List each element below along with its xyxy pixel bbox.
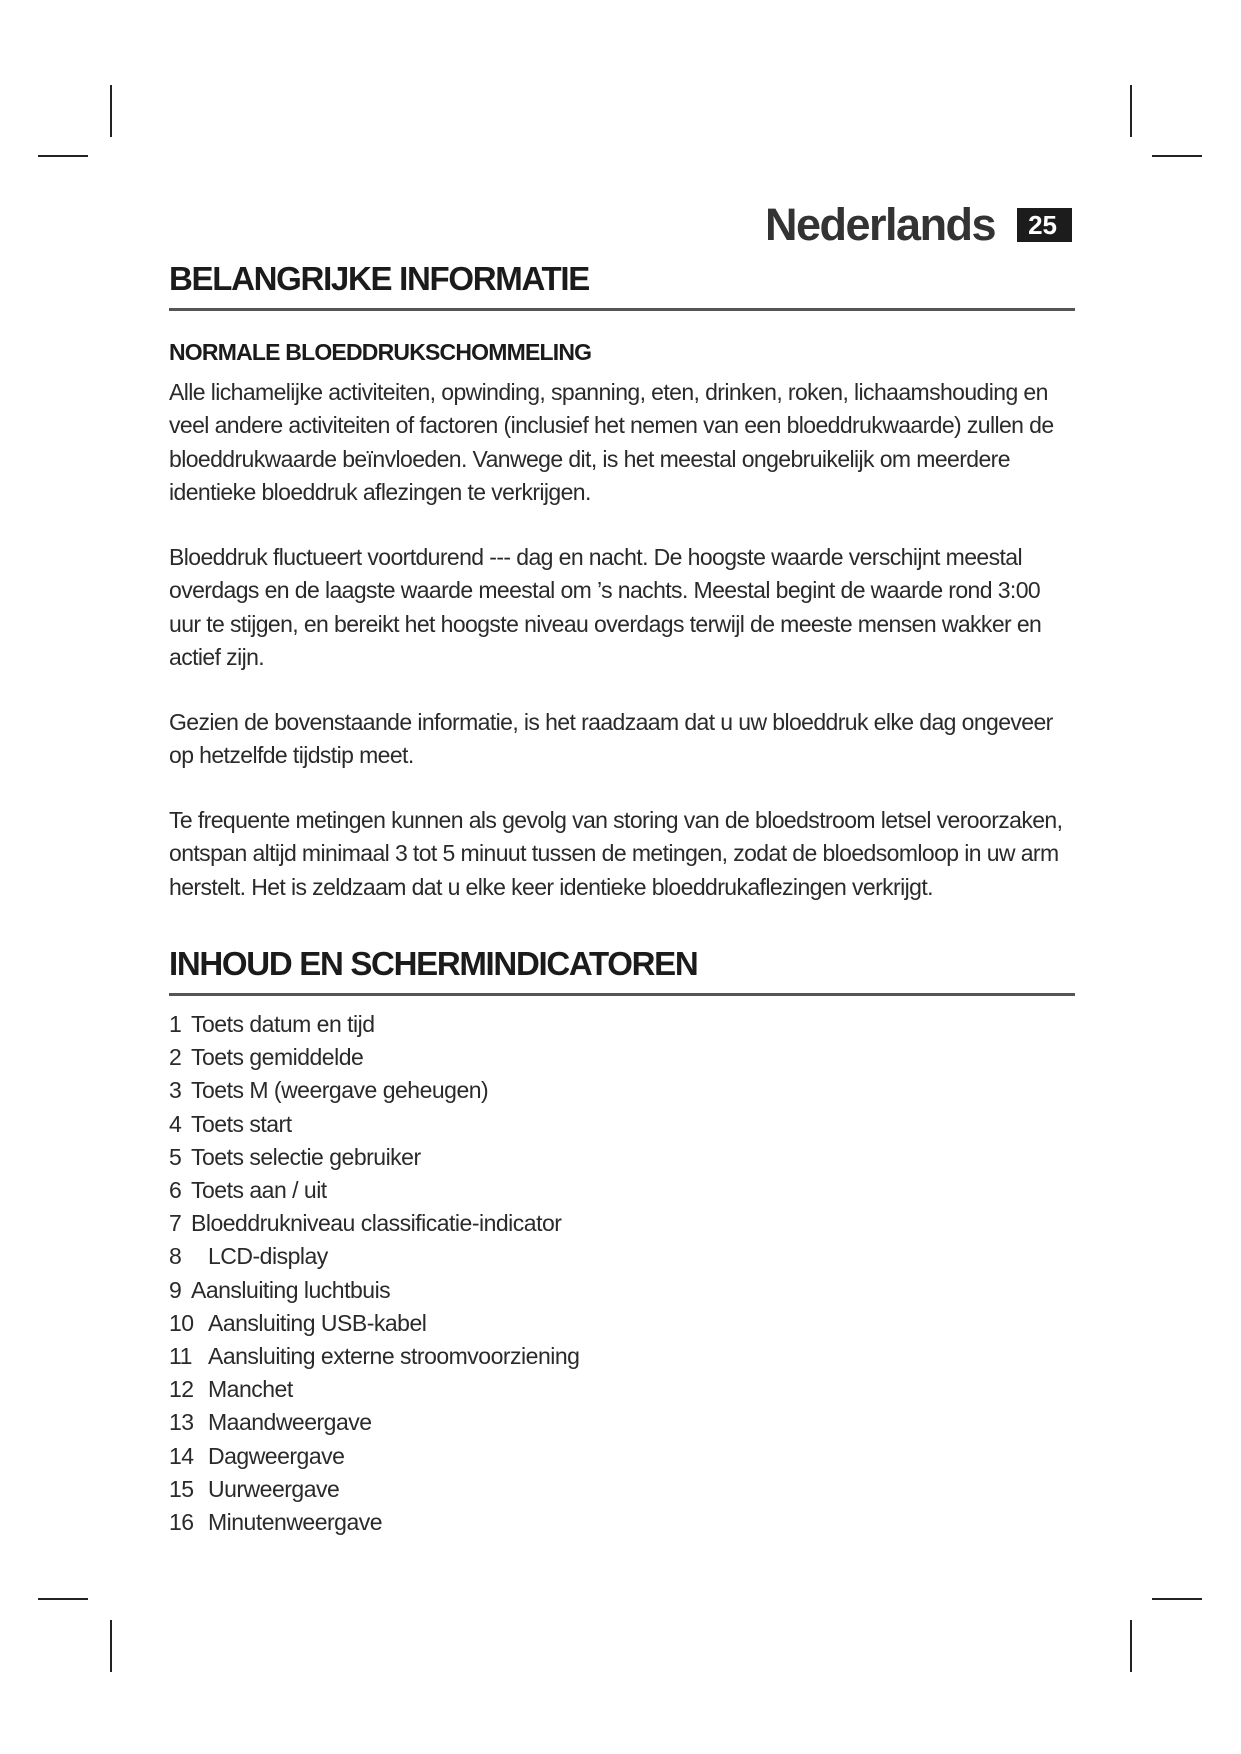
contents-section: [169, 945, 1075, 1539]
item-label: Manchet: [208, 1376, 293, 1403]
list-item: [169, 1141, 1075, 1174]
item-number: 11: [169, 1342, 192, 1369]
crop-mark: [1152, 1598, 1202, 1600]
item-label: Toets M (weergave geheugen): [191, 1077, 489, 1104]
list-item: [169, 1274, 1075, 1307]
page-number-badge: 25: [1017, 208, 1072, 242]
item-number: 10: [169, 1309, 194, 1336]
item-label: Toets selectie gebruiker: [191, 1143, 421, 1170]
item-label: Aansluiting USB-kabel: [208, 1309, 427, 1336]
item-number: 6: [169, 1176, 182, 1203]
list-item: [169, 1008, 1075, 1041]
item-label: Bloeddrukniveau classificatie-indicator: [191, 1210, 562, 1237]
item-number: 16: [169, 1508, 194, 1535]
item-label: Toets gemiddelde: [191, 1044, 364, 1071]
item-number: 15: [169, 1475, 194, 1502]
list-item: [169, 1340, 1075, 1373]
item-number: 9: [169, 1276, 182, 1303]
language-header: [764, 199, 1072, 250]
crop-mark: [1130, 85, 1132, 137]
language-label: Nederlands: [764, 199, 996, 250]
crop-mark: [1152, 155, 1202, 157]
item-label: Aansluiting externe stroomvoorziening: [208, 1342, 580, 1369]
section-title: INHOUD EN SCHERMINDICATOREN: [169, 945, 1075, 996]
list-item: [169, 1373, 1075, 1406]
item-label: Toets datum en tijd: [191, 1010, 375, 1037]
list-item: [169, 1440, 1075, 1473]
item-label: Uurweergave: [208, 1475, 340, 1502]
section-title: BELANGRIJKE INFORMATIE: [169, 260, 1075, 311]
item-label: Toets aan / uit: [191, 1176, 327, 1203]
list-item: [169, 1174, 1075, 1207]
list-item: [169, 1307, 1075, 1340]
list-item: [169, 1207, 1075, 1240]
list-item: [169, 1240, 1075, 1273]
item-label: Maandweergave: [208, 1409, 372, 1436]
paragraph: Bloeddruk fluctueert voortdurend --- dag en nacht. De hoogste waarde verschijnt meestal overdags en de laagste waarde meestal om ’s nachts. Meestal begint de waarde rond 3:00 uur te stijgen, en bereikt het hoogste niveau overdags terwijl de meeste mensen wakker en actief zijn.: [169, 543, 1042, 671]
item-label: Aansluiting luchtbuis: [191, 1276, 391, 1303]
item-number: 8: [169, 1243, 182, 1270]
list-item: [169, 1473, 1075, 1506]
paragraph: Te frequente metingen kunnen als gevolg van storing van de bloedstroom letsel veroorzaken, ontspan altijd minimaal 3 tot 5 minuut tussen de metingen, zodat de bloedsomloop in uw arm herstelt. Het is zeldzaam dat u elke keer identieke bloeddrukaflezingen verkrijgt.: [169, 806, 1063, 900]
list-item: [169, 1406, 1075, 1439]
list-item: [169, 1506, 1075, 1539]
paragraph: Gezien de bovenstaande informatie, is het raadzaam dat u uw bloeddruk elke dag ongeveer op hetzelfde tijdstip meet.: [169, 708, 1053, 769]
crop-mark: [110, 85, 112, 137]
subsection-title: NORMALE BLOEDDRUKSCHOMMELING: [169, 338, 592, 365]
item-number: 7: [169, 1210, 182, 1237]
crop-mark: [38, 1598, 88, 1600]
item-number: 4: [169, 1110, 182, 1137]
item-number: 2: [169, 1044, 182, 1071]
item-number: 12: [169, 1376, 194, 1403]
crop-mark: [1130, 1620, 1132, 1672]
important-info-section: [169, 260, 1075, 935]
item-label: Minutenweergave: [208, 1508, 383, 1535]
item-number: 5: [169, 1143, 182, 1170]
list-item: [169, 1074, 1075, 1107]
list-item: [169, 1108, 1075, 1141]
item-number: 3: [169, 1077, 182, 1104]
component-list: [169, 1008, 1075, 1539]
paragraph: Alle lichamelijke activiteiten, opwinding, spanning, eten, drinken, roken, lichaamshouding en veel andere activiteiten of factoren (inclusief het nemen van een bloeddrukwaarde) zullen de bloeddrukwaarde beïnvloeden. Vanwege dit, is het meestal ongebruikelijk om meerdere identieke bloeddruk aflezingen te verkrijgen.: [169, 378, 1054, 506]
item-number: 14: [169, 1442, 194, 1469]
item-label: Dagweergave: [208, 1442, 345, 1469]
item-number: 1: [169, 1010, 182, 1037]
item-number: 13: [169, 1409, 194, 1436]
list-item: [169, 1041, 1075, 1074]
body-text: [169, 376, 1075, 905]
crop-mark: [110, 1620, 112, 1672]
item-label: Toets start: [191, 1110, 292, 1137]
crop-mark: [38, 155, 88, 157]
item-label: LCD-display: [208, 1243, 328, 1270]
